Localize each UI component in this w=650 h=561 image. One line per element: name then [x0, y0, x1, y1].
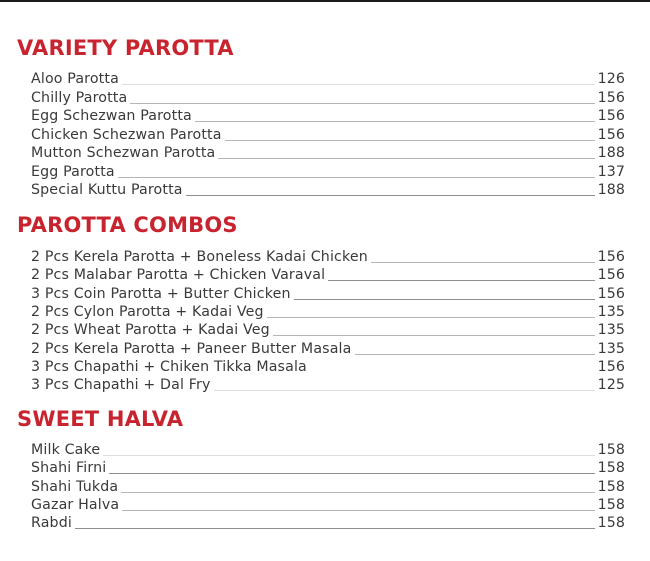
- item-price: 126: [597, 71, 625, 87]
- menu-item: [31, 70, 625, 88]
- dot-leader: [122, 510, 595, 511]
- dot-leader: [328, 280, 595, 281]
- item-name: Milk Cake: [31, 441, 103, 459]
- menu-item: [31, 459, 625, 477]
- item-name: Egg Parotta: [31, 163, 118, 181]
- item-price: 156: [597, 358, 625, 375]
- menu-item: [31, 478, 625, 496]
- menu-item: [31, 303, 625, 321]
- dot-leader: [355, 354, 596, 355]
- section-title: VARIETY PAROTTA: [17, 36, 234, 60]
- dot-leader: [186, 195, 595, 196]
- item-name: 2 Pcs Kerela Parotta + Boneless Kadai Chicken: [31, 248, 371, 266]
- item-price: 156: [597, 267, 625, 284]
- item-price: 188: [597, 182, 625, 198]
- dot-leader: [225, 140, 595, 141]
- item-name: Rabdi: [31, 514, 75, 532]
- item-name: Aloo Parotta: [31, 70, 122, 88]
- item-name: 2 Pcs Malabar Parotta + Chicken Varaval: [31, 266, 328, 284]
- item-price: 158: [597, 460, 625, 477]
- dot-leader: [371, 262, 595, 263]
- item-price: 135: [597, 303, 625, 320]
- item-price: 125: [597, 377, 625, 394]
- menu-item: [31, 163, 625, 181]
- item-price: 188: [597, 145, 625, 161]
- item-price: 156: [597, 89, 625, 106]
- item-name: Special Kuttu Parotta: [31, 181, 186, 199]
- menu-item: [31, 181, 625, 199]
- menu-item: [31, 496, 625, 514]
- dot-leader: [122, 84, 595, 85]
- item-name: Shahi Firni: [31, 459, 109, 477]
- menu-item: [31, 126, 625, 144]
- menu-item: [31, 514, 625, 532]
- dot-leader: [75, 528, 595, 529]
- menu-item: [31, 285, 625, 303]
- menu-item: [31, 144, 625, 162]
- dot-leader: [273, 335, 595, 336]
- item-price: 135: [597, 322, 625, 339]
- menu-item: [31, 107, 625, 125]
- item-name: 3 Pcs Chapathi + Dal Fry: [31, 376, 214, 394]
- item-price: 158: [597, 515, 625, 532]
- item-price: 135: [597, 340, 625, 357]
- item-price: 158: [597, 478, 625, 495]
- dot-leader: [118, 177, 595, 178]
- dot-leader: [310, 372, 595, 373]
- dot-leader: [214, 390, 595, 391]
- dot-leader: [130, 103, 595, 104]
- item-name: 2 Pcs Kerela Parotta + Paneer Butter Masala: [31, 340, 355, 358]
- item-name: 2 Pcs Wheat Parotta + Kadai Veg: [31, 321, 273, 339]
- section-title: SWEET HALVA: [17, 407, 184, 431]
- item-price: 158: [597, 442, 625, 458]
- menu-item: [31, 89, 625, 107]
- menu-item: [31, 441, 625, 459]
- item-name: 3 Pcs Coin Parotta + Butter Chicken: [31, 285, 294, 303]
- item-name: Chilly Parotta: [31, 89, 130, 107]
- dot-leader: [218, 158, 595, 159]
- item-name: Gazar Halva: [31, 496, 122, 514]
- menu-item: [31, 376, 625, 394]
- item-price: 137: [597, 163, 625, 180]
- dot-leader: [267, 317, 595, 318]
- item-name: Shahi Tukda: [31, 478, 121, 496]
- menu-item: [31, 321, 625, 339]
- item-price: 156: [597, 285, 625, 302]
- item-price: 156: [597, 108, 625, 124]
- item-name: Egg Schezwan Parotta: [31, 107, 195, 125]
- dot-leader: [121, 492, 595, 493]
- menu-item: [31, 358, 625, 376]
- item-name: Mutton Schezwan Parotta: [31, 144, 218, 162]
- dot-leader: [195, 121, 595, 122]
- menu-item: [31, 248, 625, 266]
- item-name: 3 Pcs Chapathi + Chiken Tikka Masala: [31, 358, 310, 376]
- item-name: Chicken Schezwan Parotta: [31, 126, 225, 144]
- dot-leader: [103, 455, 595, 456]
- item-name: 2 Pcs Cylon Parotta + Kadai Veg: [31, 303, 267, 321]
- section-title: PAROTTA COMBOS: [17, 213, 238, 237]
- item-price: 156: [597, 249, 625, 265]
- item-price: 156: [597, 126, 625, 143]
- dot-leader: [294, 299, 595, 300]
- menu-item: [31, 266, 625, 284]
- menu-item: [31, 340, 625, 358]
- top-border: [0, 0, 650, 2]
- dot-leader: [109, 473, 595, 474]
- item-price: 158: [597, 496, 625, 513]
